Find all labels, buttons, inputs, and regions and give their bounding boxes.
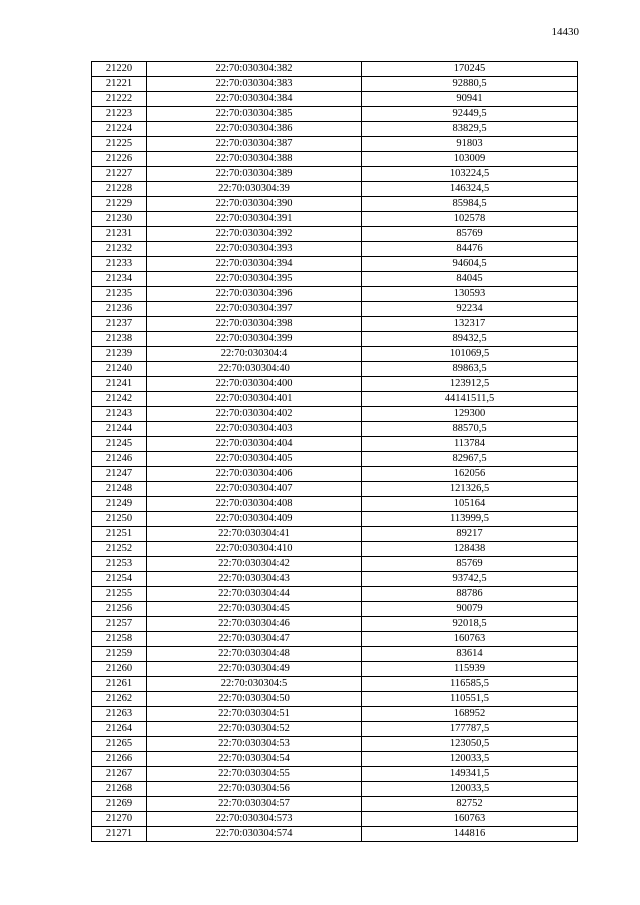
value-cell: 85984,5 (362, 197, 578, 212)
value-cell: 85769 (362, 557, 578, 572)
table-row (92, 137, 578, 152)
row-number-cell: 21220 (92, 62, 147, 77)
value-cell: 92880,5 (362, 77, 578, 92)
table-row (92, 227, 578, 242)
table-row (92, 197, 578, 212)
row-number-cell: 21268 (92, 782, 147, 797)
row-number-cell: 21244 (92, 422, 147, 437)
table-row (92, 542, 578, 557)
row-number-cell: 21237 (92, 317, 147, 332)
table-row (92, 152, 578, 167)
table-row (92, 362, 578, 377)
cadastral-number-cell: 22:70:030304:404 (147, 437, 362, 452)
table-row (92, 512, 578, 527)
table-row (92, 467, 578, 482)
value-cell: 83614 (362, 647, 578, 662)
cadastral-number-cell: 22:70:030304:408 (147, 497, 362, 512)
row-number-cell: 21226 (92, 152, 147, 167)
table-row (92, 632, 578, 647)
table-row (92, 347, 578, 362)
row-number-cell: 21261 (92, 677, 147, 692)
cadastral-number-cell: 22:70:030304:394 (147, 257, 362, 272)
row-number-cell: 21229 (92, 197, 147, 212)
table-row (92, 407, 578, 422)
row-number-cell: 21250 (92, 512, 147, 527)
table-row (92, 302, 578, 317)
value-cell: 103224,5 (362, 167, 578, 182)
cadastral-number-cell: 22:70:030304:400 (147, 377, 362, 392)
cadastral-number-cell: 22:70:030304:386 (147, 122, 362, 137)
value-cell: 88786 (362, 587, 578, 602)
value-cell: 105164 (362, 497, 578, 512)
cadastral-number-cell: 22:70:030304:4 (147, 347, 362, 362)
table-row (92, 647, 578, 662)
value-cell: 144816 (362, 827, 578, 842)
table-row (92, 377, 578, 392)
table-row (92, 482, 578, 497)
table-row (92, 497, 578, 512)
cadastral-number-cell: 22:70:030304:574 (147, 827, 362, 842)
table-row (92, 437, 578, 452)
cadastral-number-cell: 22:70:030304:55 (147, 767, 362, 782)
value-cell: 101069,5 (362, 347, 578, 362)
value-cell: 44141511,5 (362, 392, 578, 407)
cadastral-number-cell: 22:70:030304:406 (147, 467, 362, 482)
value-cell: 82752 (362, 797, 578, 812)
cadastral-number-cell: 22:70:030304:57 (147, 797, 362, 812)
table-row (92, 452, 578, 467)
cadastral-number-cell: 22:70:030304:41 (147, 527, 362, 542)
row-number-cell: 21238 (92, 332, 147, 347)
cadastral-number-cell: 22:70:030304:44 (147, 587, 362, 602)
cadastral-number-cell: 22:70:030304:399 (147, 332, 362, 347)
table-row (92, 677, 578, 692)
table-row (92, 242, 578, 257)
table-row (92, 332, 578, 347)
value-cell: 160763 (362, 632, 578, 647)
value-cell: 82967,5 (362, 452, 578, 467)
row-number-cell: 21263 (92, 707, 147, 722)
row-number-cell: 21258 (92, 632, 147, 647)
row-number-cell: 21246 (92, 452, 147, 467)
table-row (92, 602, 578, 617)
row-number-cell: 21222 (92, 92, 147, 107)
value-cell: 120033,5 (362, 752, 578, 767)
row-number-cell: 21233 (92, 257, 147, 272)
cadastral-number-cell: 22:70:030304:398 (147, 317, 362, 332)
table-row (92, 812, 578, 827)
row-number-cell: 21270 (92, 812, 147, 827)
cadastral-number-cell: 22:70:030304:390 (147, 197, 362, 212)
cadastral-number-cell: 22:70:030304:403 (147, 422, 362, 437)
value-cell: 89217 (362, 527, 578, 542)
value-cell: 89432,5 (362, 332, 578, 347)
cadastral-number-cell: 22:70:030304:388 (147, 152, 362, 167)
value-cell: 132317 (362, 317, 578, 332)
cadastral-number-cell: 22:70:030304:54 (147, 752, 362, 767)
row-number-cell: 21257 (92, 617, 147, 632)
cadastral-number-cell: 22:70:030304:402 (147, 407, 362, 422)
cadastral-number-cell: 22:70:030304:47 (147, 632, 362, 647)
cadastral-number-cell: 22:70:030304:383 (147, 77, 362, 92)
value-cell: 92449,5 (362, 107, 578, 122)
table-row (92, 662, 578, 677)
value-cell: 116585,5 (362, 677, 578, 692)
cadastral-number-cell: 22:70:030304:389 (147, 167, 362, 182)
table-row (92, 422, 578, 437)
cadastral-number-cell: 22:70:030304:405 (147, 452, 362, 467)
row-number-cell: 21249 (92, 497, 147, 512)
row-number-cell: 21235 (92, 287, 147, 302)
table-row (92, 827, 578, 842)
table-row (92, 182, 578, 197)
cadastral-number-cell: 22:70:030304:5 (147, 677, 362, 692)
row-number-cell: 21265 (92, 737, 147, 752)
table-row (92, 107, 578, 122)
row-number-cell: 21224 (92, 122, 147, 137)
value-cell: 177787,5 (362, 722, 578, 737)
value-cell: 89863,5 (362, 362, 578, 377)
cadastral-value-table (91, 61, 578, 842)
row-number-cell: 21271 (92, 827, 147, 842)
table-row (92, 527, 578, 542)
value-cell: 113784 (362, 437, 578, 452)
row-number-cell: 21230 (92, 212, 147, 227)
value-cell: 85769 (362, 227, 578, 242)
row-number-cell: 21253 (92, 557, 147, 572)
value-cell: 84476 (362, 242, 578, 257)
row-number-cell: 21236 (92, 302, 147, 317)
table-row (92, 782, 578, 797)
table-row (92, 767, 578, 782)
cadastral-number-cell: 22:70:030304:46 (147, 617, 362, 632)
table-row (92, 92, 578, 107)
cadastral-number-cell: 22:70:030304:395 (147, 272, 362, 287)
table-row (92, 167, 578, 182)
value-cell: 90079 (362, 602, 578, 617)
cadastral-number-cell: 22:70:030304:51 (147, 707, 362, 722)
value-cell: 92234 (362, 302, 578, 317)
value-cell: 128438 (362, 542, 578, 557)
value-cell: 102578 (362, 212, 578, 227)
cadastral-number-cell: 22:70:030304:49 (147, 662, 362, 677)
value-cell: 93742,5 (362, 572, 578, 587)
row-number-cell: 21240 (92, 362, 147, 377)
table-row (92, 617, 578, 632)
row-number-cell: 21267 (92, 767, 147, 782)
row-number-cell: 21259 (92, 647, 147, 662)
table-row (92, 392, 578, 407)
value-cell: 84045 (362, 272, 578, 287)
cadastral-number-cell: 22:70:030304:382 (147, 62, 362, 77)
row-number-cell: 21266 (92, 752, 147, 767)
cadastral-number-cell: 22:70:030304:40 (147, 362, 362, 377)
table-row (92, 272, 578, 287)
table-row (92, 62, 578, 77)
row-number-cell: 21251 (92, 527, 147, 542)
row-number-cell: 21260 (92, 662, 147, 677)
cadastral-number-cell: 22:70:030304:45 (147, 602, 362, 617)
value-cell: 121326,5 (362, 482, 578, 497)
cadastral-number-cell: 22:70:030304:393 (147, 242, 362, 257)
cadastral-number-cell: 22:70:030304:39 (147, 182, 362, 197)
table-body (92, 62, 578, 842)
value-cell: 113999,5 (362, 512, 578, 527)
value-cell: 170245 (362, 62, 578, 77)
cadastral-number-cell: 22:70:030304:397 (147, 302, 362, 317)
row-number-cell: 21245 (92, 437, 147, 452)
value-cell: 120033,5 (362, 782, 578, 797)
cadastral-number-cell: 22:70:030304:52 (147, 722, 362, 737)
cadastral-number-cell: 22:70:030304:387 (147, 137, 362, 152)
row-number-cell: 21256 (92, 602, 147, 617)
cadastral-number-cell: 22:70:030304:50 (147, 692, 362, 707)
row-number-cell: 21232 (92, 242, 147, 257)
table-row (92, 722, 578, 737)
row-number-cell: 21269 (92, 797, 147, 812)
row-number-cell: 21252 (92, 542, 147, 557)
cadastral-number-cell: 22:70:030304:385 (147, 107, 362, 122)
table-row (92, 692, 578, 707)
value-cell: 149341,5 (362, 767, 578, 782)
cadastral-number-cell: 22:70:030304:409 (147, 512, 362, 527)
cadastral-number-cell: 22:70:030304:396 (147, 287, 362, 302)
row-number-cell: 21262 (92, 692, 147, 707)
table-row (92, 257, 578, 272)
cadastral-number-cell: 22:70:030304:392 (147, 227, 362, 242)
cadastral-number-cell: 22:70:030304:401 (147, 392, 362, 407)
table-row (92, 122, 578, 137)
row-number-cell: 21239 (92, 347, 147, 362)
cadastral-number-cell: 22:70:030304:407 (147, 482, 362, 497)
table-row (92, 557, 578, 572)
value-cell: 83829,5 (362, 122, 578, 137)
value-cell: 91803 (362, 137, 578, 152)
cadastral-number-cell: 22:70:030304:573 (147, 812, 362, 827)
row-number-cell: 21242 (92, 392, 147, 407)
row-number-cell: 21227 (92, 167, 147, 182)
row-number-cell: 21231 (92, 227, 147, 242)
value-cell: 88570,5 (362, 422, 578, 437)
cadastral-number-cell: 22:70:030304:410 (147, 542, 362, 557)
table-row (92, 572, 578, 587)
row-number-cell: 21264 (92, 722, 147, 737)
value-cell: 115939 (362, 662, 578, 677)
value-cell: 130593 (362, 287, 578, 302)
table-row (92, 212, 578, 227)
value-cell: 160763 (362, 812, 578, 827)
value-cell: 92018,5 (362, 617, 578, 632)
row-number-cell: 21255 (92, 587, 147, 602)
cadastral-number-cell: 22:70:030304:42 (147, 557, 362, 572)
row-number-cell: 21241 (92, 377, 147, 392)
table-row (92, 752, 578, 767)
table-row (92, 317, 578, 332)
table-row (92, 797, 578, 812)
cadastral-number-cell: 22:70:030304:53 (147, 737, 362, 752)
row-number-cell: 21225 (92, 137, 147, 152)
row-number-cell: 21254 (92, 572, 147, 587)
row-number-cell: 21221 (92, 77, 147, 92)
row-number-cell: 21228 (92, 182, 147, 197)
table-row (92, 287, 578, 302)
row-number-cell: 21234 (92, 272, 147, 287)
value-cell: 110551,5 (362, 692, 578, 707)
table-row (92, 737, 578, 752)
cadastral-number-cell: 22:70:030304:384 (147, 92, 362, 107)
row-number-cell: 21248 (92, 482, 147, 497)
table-row (92, 707, 578, 722)
row-number-cell: 21247 (92, 467, 147, 482)
page-number: 14430 (551, 26, 579, 38)
value-cell: 123912,5 (362, 377, 578, 392)
cadastral-number-cell: 22:70:030304:56 (147, 782, 362, 797)
value-cell: 103009 (362, 152, 578, 167)
value-cell: 94604,5 (362, 257, 578, 272)
value-cell: 146324,5 (362, 182, 578, 197)
value-cell: 123050,5 (362, 737, 578, 752)
value-cell: 129300 (362, 407, 578, 422)
table-row (92, 77, 578, 92)
value-cell: 168952 (362, 707, 578, 722)
row-number-cell: 21243 (92, 407, 147, 422)
cadastral-number-cell: 22:70:030304:391 (147, 212, 362, 227)
row-number-cell: 21223 (92, 107, 147, 122)
value-cell: 162056 (362, 467, 578, 482)
cadastral-number-cell: 22:70:030304:48 (147, 647, 362, 662)
value-cell: 90941 (362, 92, 578, 107)
cadastral-number-cell: 22:70:030304:43 (147, 572, 362, 587)
table-row (92, 587, 578, 602)
